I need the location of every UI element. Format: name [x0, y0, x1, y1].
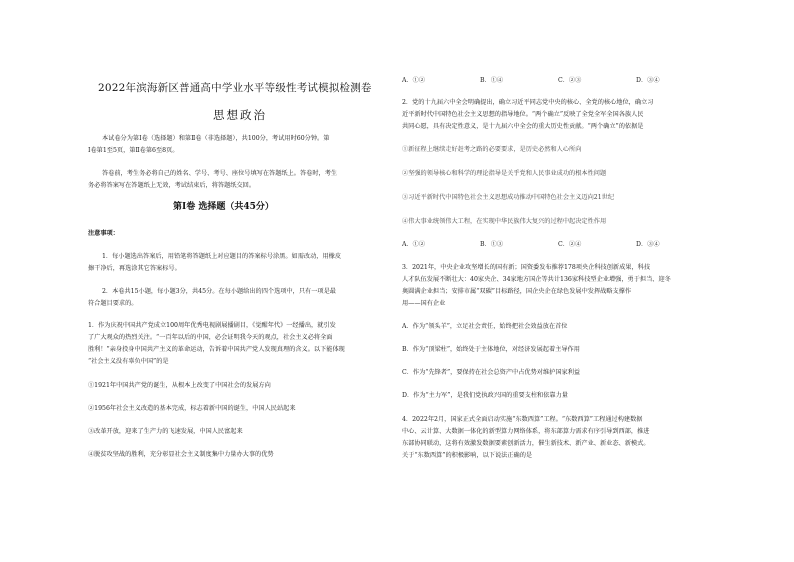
q2-choices [402, 241, 714, 249]
q1-line-3: 胜利！”亲身投身中国共产主义的革命运动，告诉着中国共产党人发现真理的含义。以下能体现 [88, 346, 345, 353]
q1-choice-a: A．①② [402, 77, 426, 84]
q3-option-d: D．作为“主力军”，是我们党执政兴国的重要支柱和依靠力量 [402, 392, 568, 399]
q2-choice-c: C．②④ [558, 241, 582, 248]
q3-option-b: B．作为“顶梁柱”，始终处于主体地位，对经济发展起着主导作用 [402, 346, 580, 353]
q1-choices [402, 77, 714, 85]
notice-1a: 1．每小题选出答案后，用铅笔将答题纸上对应题目的答案标号涂黑。如需改动，用橡皮 [102, 253, 342, 260]
notice-heading: 注意事项： [88, 230, 119, 237]
intro-line-1: 本试卷分为第Ⅰ卷（选择题）和第Ⅱ卷（非选择题），共100分，考试用时60分钟。第 [102, 135, 330, 142]
q1-choice-d: D．③④ [636, 77, 660, 84]
section-heading: 第Ⅰ卷 选择题（共45分） [173, 202, 274, 212]
q4-line-1: 4．2022年2月，国家正式全面启动实施“东数西算”工程。“东数西算”工程通过构建数据 [402, 416, 643, 423]
q4-line-2: 中心、云计算、大数据一体化的新型算力网络体系，将东部算力需求有序引导到西部，推进 [402, 428, 650, 435]
q1-option-3: ③改革开放，迎来了生产力的飞速发展，中国人民富起来 [88, 428, 243, 435]
q1-option-4: ④脱贫攻坚战的胜利，充分彰显社会主义制度集中力量办大事的优势 [88, 451, 274, 458]
q2-option-3: ③习近平新时代中国特色社会主义思想成功推动中国特色社会主义迈向21世纪 [402, 194, 615, 201]
q3-line-4: 用——国有企业 [402, 300, 446, 307]
q2-choice-d: D．③④ [636, 241, 660, 248]
q1-option-2: ②1956年社会主义改造的基本完成，标志着新中国的诞生，中国人民站起来 [88, 405, 296, 412]
notice-2a: 2．本卷共15小题，每小题3分，共45分。在每小题给出的四个选项中，只有一项是最 [102, 288, 336, 295]
q2-option-1: ①新征程上继续走好赶考之路的必要要求，是历史必然和人心所向 [402, 146, 582, 153]
notice-2b: 符合题目要求的。 [88, 300, 138, 307]
q3-option-a: A．作为“领头羊”，立足社会责任，始终把社会效益放在首位 [402, 323, 568, 330]
q1-line-2: 了广大观众的热烈关注。“一百年以后的中国，必会证明我今天的观点，社会主义必将全面 [88, 334, 333, 341]
q4-line-4: 关于“东数西算”的积极影响，以下说法正确的是 [402, 452, 533, 459]
q2-line-3: 共同心愿，具有决定性意义，是十九届六中全会的重大历史性贡献。“两个确立”的依据是 [402, 123, 644, 130]
q2-line-2: 近平新时代中国特色社会主义思想的指导地位。“两个确立”反映了全党全军全国各族人民 [402, 111, 644, 118]
notice-1b: 擦干净后，再选涂其它答案标号。 [88, 265, 181, 272]
q1-option-1: ①1921年中国共产党的诞生，从根本上改变了中国社会的发展方向 [88, 382, 271, 389]
q3-line-2: 人才队伍发展不断壮大：40家央企、34家地方国企等共计136家科技型企业增强，勇于担当、迎冬 [402, 276, 671, 283]
intro-line-3: 答卷前，考生务必将自己的姓名、学号、考号、座位号填写在答题纸上。答卷时，考生 [102, 170, 338, 177]
intro-line-4: 务必将答案写在答题纸上无效，考试结束后，将答题纸交回。 [88, 182, 256, 189]
q2-choice-b: B．①③ [480, 241, 504, 248]
intro-line-2: Ⅰ卷第1至5页，第Ⅱ卷第6至8页。 [88, 147, 179, 154]
subject-title: 思想政治 [213, 108, 267, 122]
q3-line-1: 3．2021年，中央企业攻坚增长的国有新；国资委发布推荐178项央企科技创新成果，科技 [402, 264, 651, 271]
q3-line-3: 奥圆满企业担当；安排市属“双碳”目标路径，国企央企在绿色发展中发挥战略支撑作 [402, 288, 632, 295]
q3-option-c: C．作为“先锋者”，要保持在社会总资产中占优势对维护国家利益 [402, 369, 581, 376]
exam-title: 2022年滨海新区普通高中学业水平等级性考试模拟检测卷 [98, 82, 372, 94]
q4-line-3: 东部协同联动，这将有效激发数据要素创新活力，催生新技术、新产业、新业态、新模式。 [402, 440, 650, 447]
q2-option-2: ②坚强的领导核心和科学的理论指导是关乎党和人民事业成功的根本性问题 [402, 170, 607, 177]
q2-option-4: ④伟大事业统领伟大工程，在实现中华民族伟大复兴的过程中起决定性作用 [402, 218, 607, 225]
q1-choice-c: C．②③ [558, 77, 582, 84]
q1-line-1: 1．作为庆祝中国共产党成立100周年优秀电视剧展播剧目，《觉醒年代》一经播出，就引发 [88, 322, 336, 329]
q1-line-4: “社会主义没有辜负中国”的是 [88, 358, 169, 365]
q1-choice-b: B．①④ [480, 77, 504, 84]
q2-choice-a: A．①② [402, 241, 426, 248]
q2-line-1: 2．党的十九届六中全会明确提出，确立习近平同志党中央的核心、全党的核心地位，确立习 [402, 99, 654, 106]
